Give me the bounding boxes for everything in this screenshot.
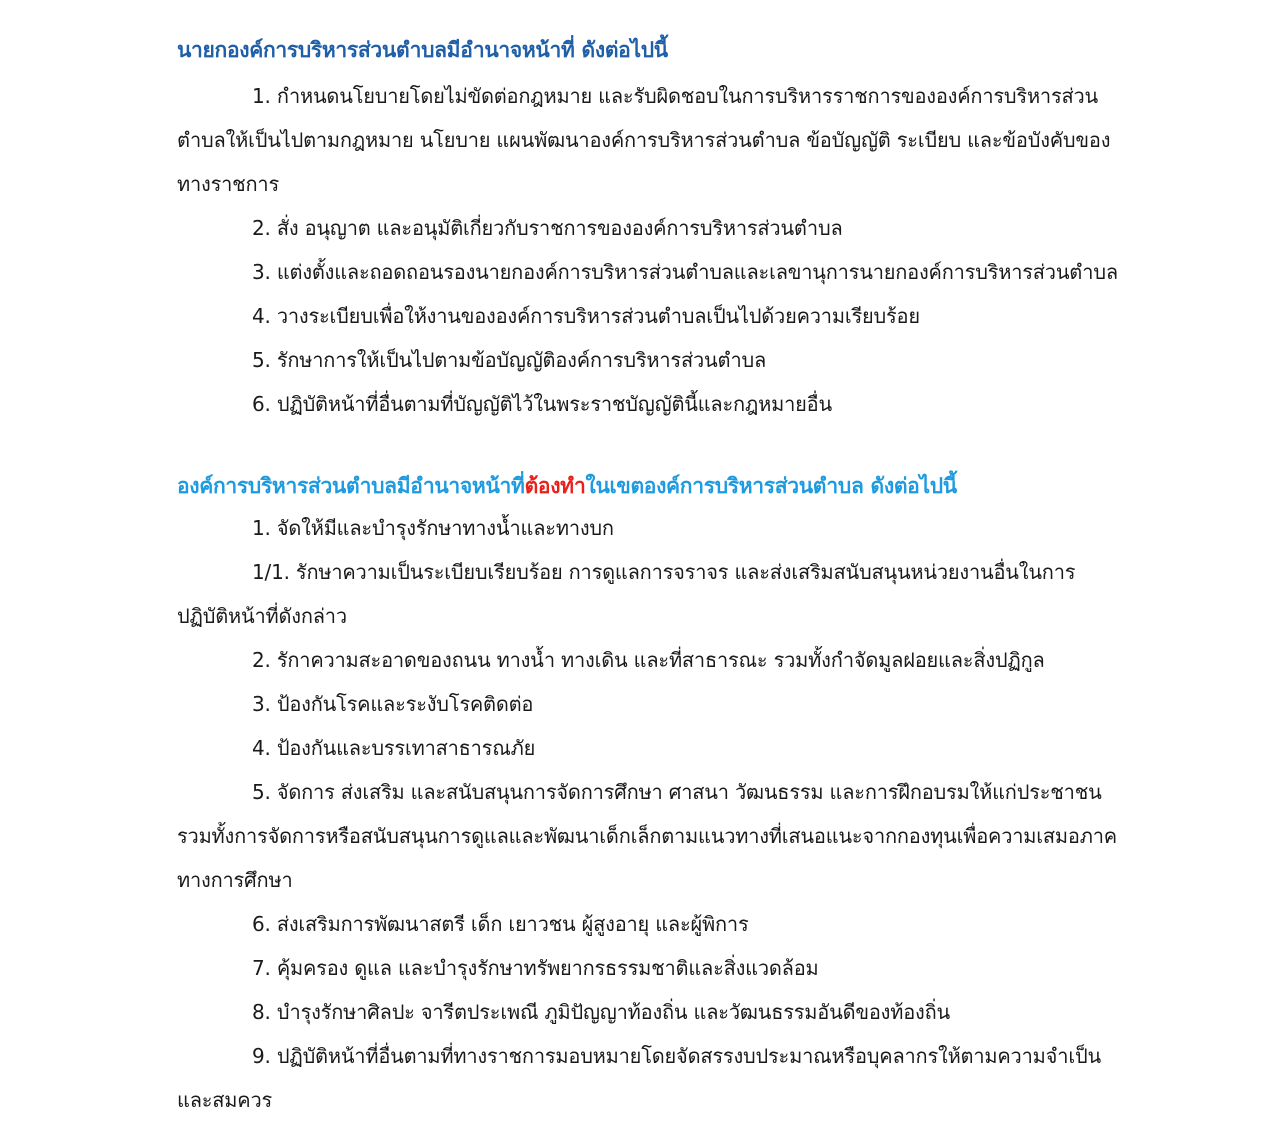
list-item — [177, 250, 1167, 294]
list-item — [177, 902, 1167, 946]
section2-heading-text-after: ในเขตองค์การบริหารส่วนตำบล ดังต่อไปนี้ — [585, 474, 957, 498]
item-text: 4. วางระเบียบเพื่อให้งานขององค์การบริหารส่วนตำบลเป็นไปด้วยความเรียบร้อย — [252, 304, 920, 328]
item-text: 4. ป้องกันและบรรเทาสาธารณภัย — [252, 736, 536, 760]
item-text-continued: ตำบลให้เป็นไปตามกฎหมาย นโยบาย แผนพัฒนาองค์การบริหารส่วนตำบล ข้อบัญญัติ ระเบียบ และข้อบังคับของ — [177, 128, 1111, 152]
document-page — [177, 30, 1167, 1122]
list-item — [177, 682, 1167, 726]
section1-heading: นายกองค์การบริหารส่วนตำบลมีอำนาจหน้าที่ ดังต่อไปนี้ — [177, 38, 668, 62]
item-text: 3. ป้องกันโรคและระงับโรคติดต่อ — [252, 692, 534, 716]
list-item — [177, 726, 1167, 770]
item-text: 1/1. รักษาความเป็นระเบียบเรียบร้อย การดูแลการจราจร และส่งเสริมสนับสนุนหน่วยงานอื่นในการ — [252, 560, 1076, 584]
item-text: 8. บำรุงรักษาศิลปะ จารีตประเพณี ภูมิปัญญาท้องถิ่น และวัฒนธรรมอันดีของท้องถิ่น — [252, 1000, 950, 1024]
section2-heading-text: องค์การบริหารส่วนตำบลมีอำนาจหน้าที่ — [177, 474, 525, 498]
list-item — [177, 550, 1167, 638]
item-text-continued: และสมควร — [177, 1088, 273, 1112]
item-text: 7. คุ้มครอง ดูแล และบำรุงรักษาทรัพยากรธรรมชาติและสิ่งแวดล้อม — [252, 956, 819, 980]
list-item — [177, 382, 1167, 426]
item-text-continued: ทางราชการ — [177, 172, 280, 196]
section2-heading — [177, 466, 1167, 506]
item-text-continued: รวมทั้งการจัดการหรือสนับสนุนการดูแลและพัฒนาเด็กเล็กตามแนวทางที่เสนอแนะจากกองทุนเพื่อความเสมอภาค — [177, 824, 1117, 848]
item-text: 2. รักาความสะอาดของถนน ทางน้ำ ทางเดิน และที่สาธารณะ รวมทั้งกำจัดมูลฝอยและสิ่งปฏิกูล — [252, 648, 1045, 672]
section2-list — [177, 506, 1167, 1122]
list-item — [177, 770, 1167, 902]
item-text-continued: ทางการศึกษา — [177, 868, 293, 892]
item-text: 5. จัดการ ส่งเสริม และสนับสนุนการจัดการศึกษา ศาสนา วัฒนธรรม และการฝึกอบรมให้แก่ประชาชน — [252, 780, 1102, 804]
list-item — [177, 294, 1167, 338]
item-text: 2. สั่ง อนุญาต และอนุมัติเกี่ยวกับราชการขององค์การบริหารส่วนตำบล — [252, 216, 843, 240]
list-item — [177, 206, 1167, 250]
item-text: 6. ส่งเสริมการพัฒนาสตรี เด็ก เยาวชน ผู้สูงอายุ และผู้พิการ — [252, 912, 749, 936]
item-text: 5. รักษาการให้เป็นไปตามข้อบัญญัติองค์การบริหารส่วนตำบล — [252, 348, 767, 372]
item-text: 1. จัดให้มีและบำรุงรักษาทางน้ำและทางบก — [252, 516, 614, 540]
item-text: 6. ปฏิบัติหน้าที่อื่นตามที่บัญญัติไว้ในพระราชบัญญัตินี้และกฎหมายอื่น — [252, 392, 832, 416]
list-item — [177, 74, 1167, 206]
item-text: 9. ปฏิบัติหน้าที่อื่นตามที่ทางราชการมอบหมายโดยจัดสรรงบประมาณหรือบุคลากรให้ตามความจำเป็น — [252, 1044, 1101, 1068]
item-text: 1. กำหนดนโยบายโดยไม่ขัดต่อกฎหมาย และรับผิดชอบในการบริหารราชการขององค์การบริหารส่วน — [252, 84, 1099, 108]
list-item — [177, 990, 1167, 1034]
section1-list — [177, 74, 1167, 426]
item-text: 3. แต่งตั้งและถอดถอนรองนายกองค์การบริหารส่วนตำบลและเลขานุการนายกองค์การบริหารส่วนตำบล — [252, 260, 1118, 284]
list-item — [177, 946, 1167, 990]
list-item — [177, 506, 1167, 550]
list-item — [177, 1034, 1167, 1122]
list-item — [177, 338, 1167, 382]
item-text-continued: ปฏิบัติหน้าที่ดังกล่าว — [177, 604, 347, 628]
list-item — [177, 638, 1167, 682]
section2-heading-emphasis: ต้องทำ — [524, 474, 586, 498]
